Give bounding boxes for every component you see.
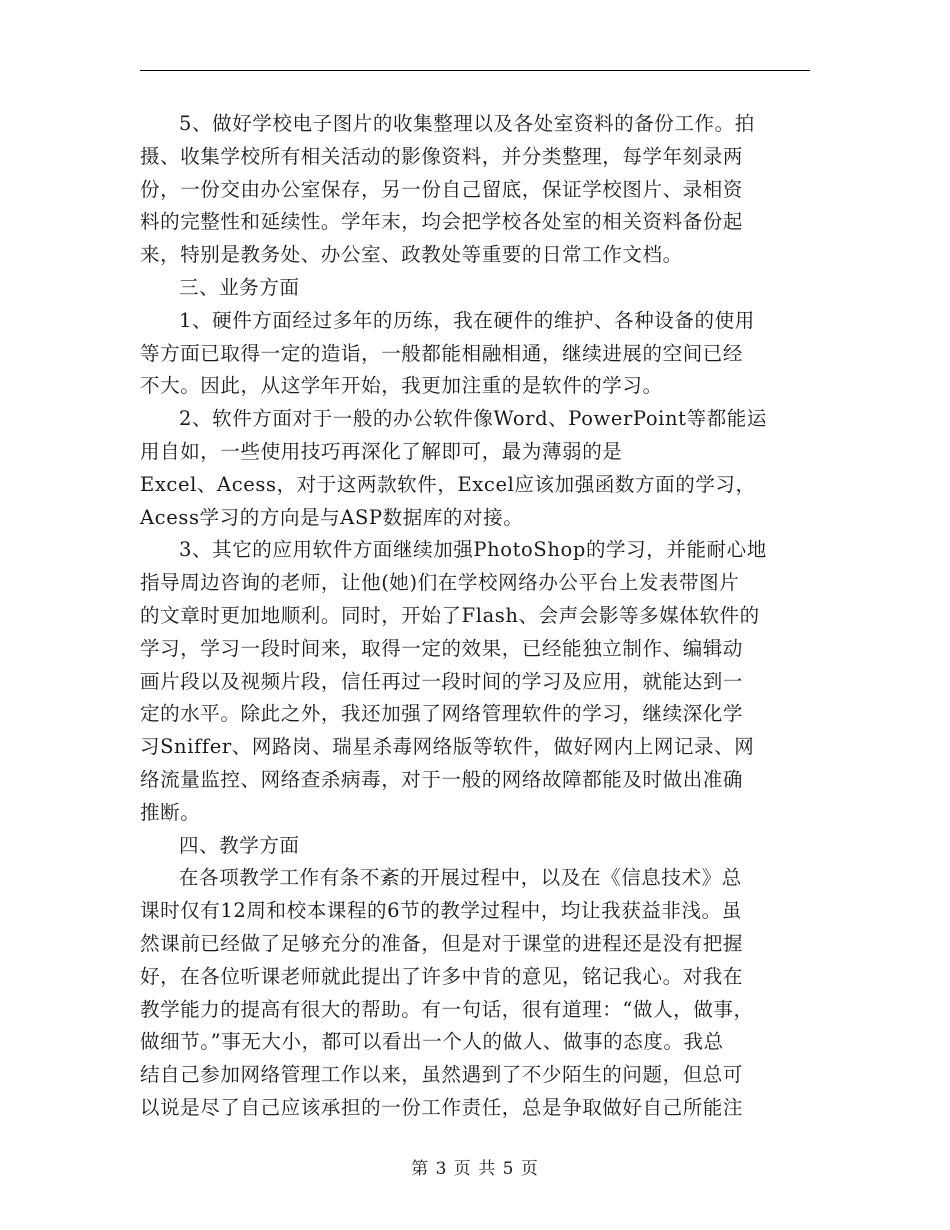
- text-line: 画片段以及视频片段，信任再过一段时间的学习及应用，就能达到一: [140, 669, 744, 693]
- text-line: 不大。因此，从这学年开始，我更加注重的是软件的学习。: [140, 374, 663, 398]
- text-line: Excel、Acess，对于这两款软件，Excel应该加强函数方面的学习，: [140, 472, 756, 496]
- text-line: 料的完整性和延续性。学年末，均会把学校各处室的相关资料备份起: [140, 210, 744, 234]
- text-line: 在各项教学工作有条不紊的开展过程中，以及在《信息技术》总: [179, 866, 742, 890]
- text-line: 1、硬件方面经过多年的历练，我在硬件的维护、各种设备的使用: [179, 308, 755, 332]
- text-line: 用自如，一些使用技巧再深化了解即可，最为薄弱的是: [140, 439, 623, 463]
- text-line: 2、软件方面对于一般的办公软件像Word、PowerPoint等都能运: [179, 407, 767, 431]
- text-line: 以说是尽了自己应该承担的一份工作责任，总是争取做好自己所能注: [140, 1095, 744, 1119]
- text-line: 课时仅有12周和校本课程的6节的教学过程中，均让我获益非浅。虽: [140, 899, 742, 923]
- text-line: 摄、收集学校所有相关活动的影像资料，并分类整理，每学年刻录两: [140, 144, 744, 168]
- text-line: 做细节。”事无大小，都可以看出一个人的做人、做事的态度。我总: [140, 1030, 724, 1054]
- text-line: 份，一份交由办公室保存，另一份自己留底，保证学校图片、录相资: [140, 177, 744, 201]
- document-body: [140, 108, 810, 1125]
- header-rule: [140, 70, 810, 71]
- text-line: 指导周边咨询的老师，让他(她)们在学校网络办公平台上发表带图片: [140, 571, 740, 595]
- text-line: 5、做好学校电子图片的收集整理以及各处室资料的备份工作。拍: [179, 112, 755, 135]
- text-line: 推断。: [140, 800, 201, 824]
- page-footer: 第 3 页 共 5 页: [411, 1159, 539, 1179]
- text-line: 习Sniffer、网路岗、瑞星杀毒网络版等软件，做好网内上网记录、网: [140, 735, 755, 759]
- text-line: 三、业务方面: [179, 275, 300, 299]
- text-line: 好，在各位听课老师就此提出了许多中肯的意见，铭记我心。对我在: [140, 964, 744, 988]
- text-line: 等方面已取得一定的造诣，一般都能相融相通，继续进展的空间已经: [140, 341, 744, 365]
- text-line: 结自己参加网络管理工作以来，虽然遇到了不少陌生的问题，但总可: [140, 1063, 744, 1087]
- text-line: 教学能力的提高有很大的帮助。有一句话，很有道理：“做人，做事，: [140, 997, 754, 1021]
- text-line: 然课前已经做了足够充分的准备，但是对于课堂的进程还是没有把握: [140, 931, 744, 955]
- text-line: Acess学习的方向是与ASP数据库的对接。: [140, 505, 524, 529]
- text-line: 学习，学习一段时间来，取得一定的效果，已经能独立制作、编辑动: [140, 636, 744, 660]
- text-line: 定的水平。除此之外，我还加强了网络管理软件的学习，继续深化学: [140, 702, 744, 726]
- text-line: 的文章时更加地顺利。同时，开始了Flash、会声会影等多媒体软件的: [140, 603, 760, 627]
- text-line: 四、教学方面: [179, 833, 300, 857]
- text-line: 络流量监控、网络查杀病毒，对于一般的网络故障都能及时做出准确: [140, 767, 744, 791]
- text-line: 3、其它的应用软件方面继续加强PhotoShop的学习，并能耐心地: [179, 538, 767, 562]
- text-line: 来，特别是教务处、办公室、政教处等重要的日常工作文档。: [140, 243, 683, 267]
